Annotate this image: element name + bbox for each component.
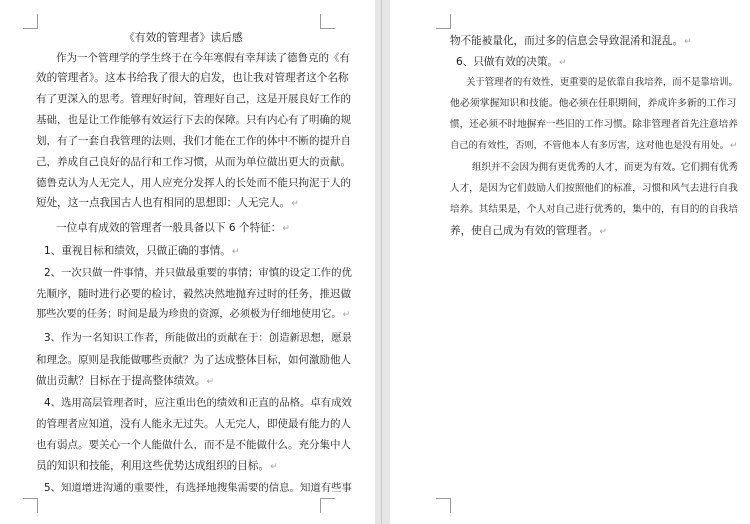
text-line[interactable]: 划，有了一套自我管理的法则，我们才能在工作的体中不断的提升自 xyxy=(36,135,351,147)
text-line[interactable]: 员的知识和技能，利用这些优势达成组织的目标。↵ xyxy=(36,460,278,472)
page-divider xyxy=(381,0,382,524)
text-line[interactable]: 短处，这一点我国古人也有相同的思想即：人无完人。↵ xyxy=(36,197,299,209)
text-line[interactable]: 关于管理者的有效性，更重要的是依靠自我培养，而不是靠培训。 xyxy=(466,77,738,88)
text-line[interactable]: 作为一个管理学的学生终于在今年寒假有幸拜读了德鲁克的《有 xyxy=(56,52,350,64)
crop-mark-top-right xyxy=(320,14,335,29)
crop-mark-bottom-left xyxy=(23,498,38,513)
paragraph-mark: ↵ xyxy=(342,310,351,320)
crop-mark-top-left xyxy=(23,14,38,29)
text-line[interactable]: 3、作为一名知识工作者，所能做出的贡献在于：创造新思想，愿景 xyxy=(44,332,352,344)
paragraph-mark: ↵ xyxy=(729,141,738,151)
text-line[interactable]: 那些次要的任务；时间是最为珍贵的资源，必须极为仔细地使用它。↵ xyxy=(36,309,351,320)
paragraph-mark: ↵ xyxy=(599,227,607,237)
document-page-right[interactable] xyxy=(390,0,750,524)
text-line[interactable]: 6、只做有效的决策。↵ xyxy=(456,56,567,68)
text-line[interactable]: 惯，还必须不时地摒弃一些旧的工作习惯。除非管理者首先注意培养 xyxy=(450,119,738,130)
text-line[interactable]: 他必须掌握知识和技能。他必须在任职期间，养成许多新的工作习 xyxy=(450,98,737,109)
text-line[interactable]: 也有弱点。要关心一个人能做什么，而不是不能做什么。充分集中人 xyxy=(36,439,351,451)
text-line[interactable]: 自己的有效性，否则，不管他本人有多厉害，这对他也是没有用处。↵ xyxy=(450,140,738,151)
text-line[interactable]: 组织并不会因为拥有更优秀的人才，而更为有效。它们拥有优秀 xyxy=(472,162,739,173)
text-line[interactable]: 德鲁克认为人无完人，用人应充分发挥人的长处而不能只拘泥于人的 xyxy=(36,177,351,189)
paragraph-mark: ↵ xyxy=(291,199,299,209)
paragraph-mark: ↵ xyxy=(684,37,692,47)
crop-mark-top-left xyxy=(436,14,451,29)
paragraph-mark: ↵ xyxy=(559,58,567,68)
text-line[interactable]: 2、一次只做一件事情，并只做最重要的事情；审慎的设定工作的优 xyxy=(44,267,352,279)
text-line[interactable]: 5、知道增进沟通的重要性，有选择地搜集需要的信息。知道有些事 xyxy=(44,482,352,494)
text-line[interactable]: 一位卓有成效的管理者一般具备以下 6 个特征：↵ xyxy=(56,222,290,234)
text-line[interactable]: 基础，也是让工作能够有效运行下去的保障。只有内心有了明确的规 xyxy=(36,114,351,126)
text-line[interactable]: 己，养成自己良好的品行和工作习惯，从而为单位做出更大的贡献。 xyxy=(36,156,351,168)
text-line[interactable]: 培养。其结果是，个人对自己进行优秀的，集中的，有目的的自我培 xyxy=(450,204,738,215)
text-line[interactable]: 的管理者应知道，没有人能永无过失。人无完人，即使最有能力的人 xyxy=(36,418,351,430)
paragraph-mark: ↵ xyxy=(206,377,215,387)
text-line[interactable]: 和理念。原则是我能做哪些贡献？为了达成整体目标，如何激励他人 xyxy=(36,354,351,366)
text-line[interactable]: 人才，是因为它们鼓励人们按照他们的标准，习惯和风气去进行自我 xyxy=(450,183,738,194)
document-title[interactable]: 《有效的管理者》读后感 xyxy=(124,31,243,44)
paragraph-mark: ↵ xyxy=(270,462,278,472)
paragraph-mark: ↵ xyxy=(282,224,290,234)
crop-mark-bottom-left xyxy=(436,498,451,513)
text-line[interactable]: 物不能被量化，而过多的信息会导致混淆和混乱。↵ xyxy=(450,35,692,47)
text-line[interactable]: 1、重视目标和绩效，只做正确的事情。↵ xyxy=(44,245,240,257)
paragraph-mark: ↵ xyxy=(231,247,240,257)
text-line[interactable]: 4、选用高层管理者时，应注重出色的绩效和正直的品格。卓有成效 xyxy=(44,397,352,409)
page-gap xyxy=(375,0,390,524)
text-line[interactable]: 先顺序，随时进行必要的检讨，毅然决然地抛弃过时的任务，推迟做 xyxy=(36,288,351,300)
text-line[interactable]: 有了更深入的思考。管理好时间，管理好自己，这是开展良好工作的 xyxy=(36,93,351,105)
text-line[interactable]: 养，使自己成为有效的管理者。↵ xyxy=(450,225,607,237)
text-line[interactable]: 效的管理者》。这本书给我了很大的启发，也让我对管理者这个名称 xyxy=(36,72,349,84)
crop-mark-bottom-right xyxy=(320,498,335,513)
text-line[interactable]: 做出贡献？目标在于提高整体绩效。↵ xyxy=(36,375,215,387)
